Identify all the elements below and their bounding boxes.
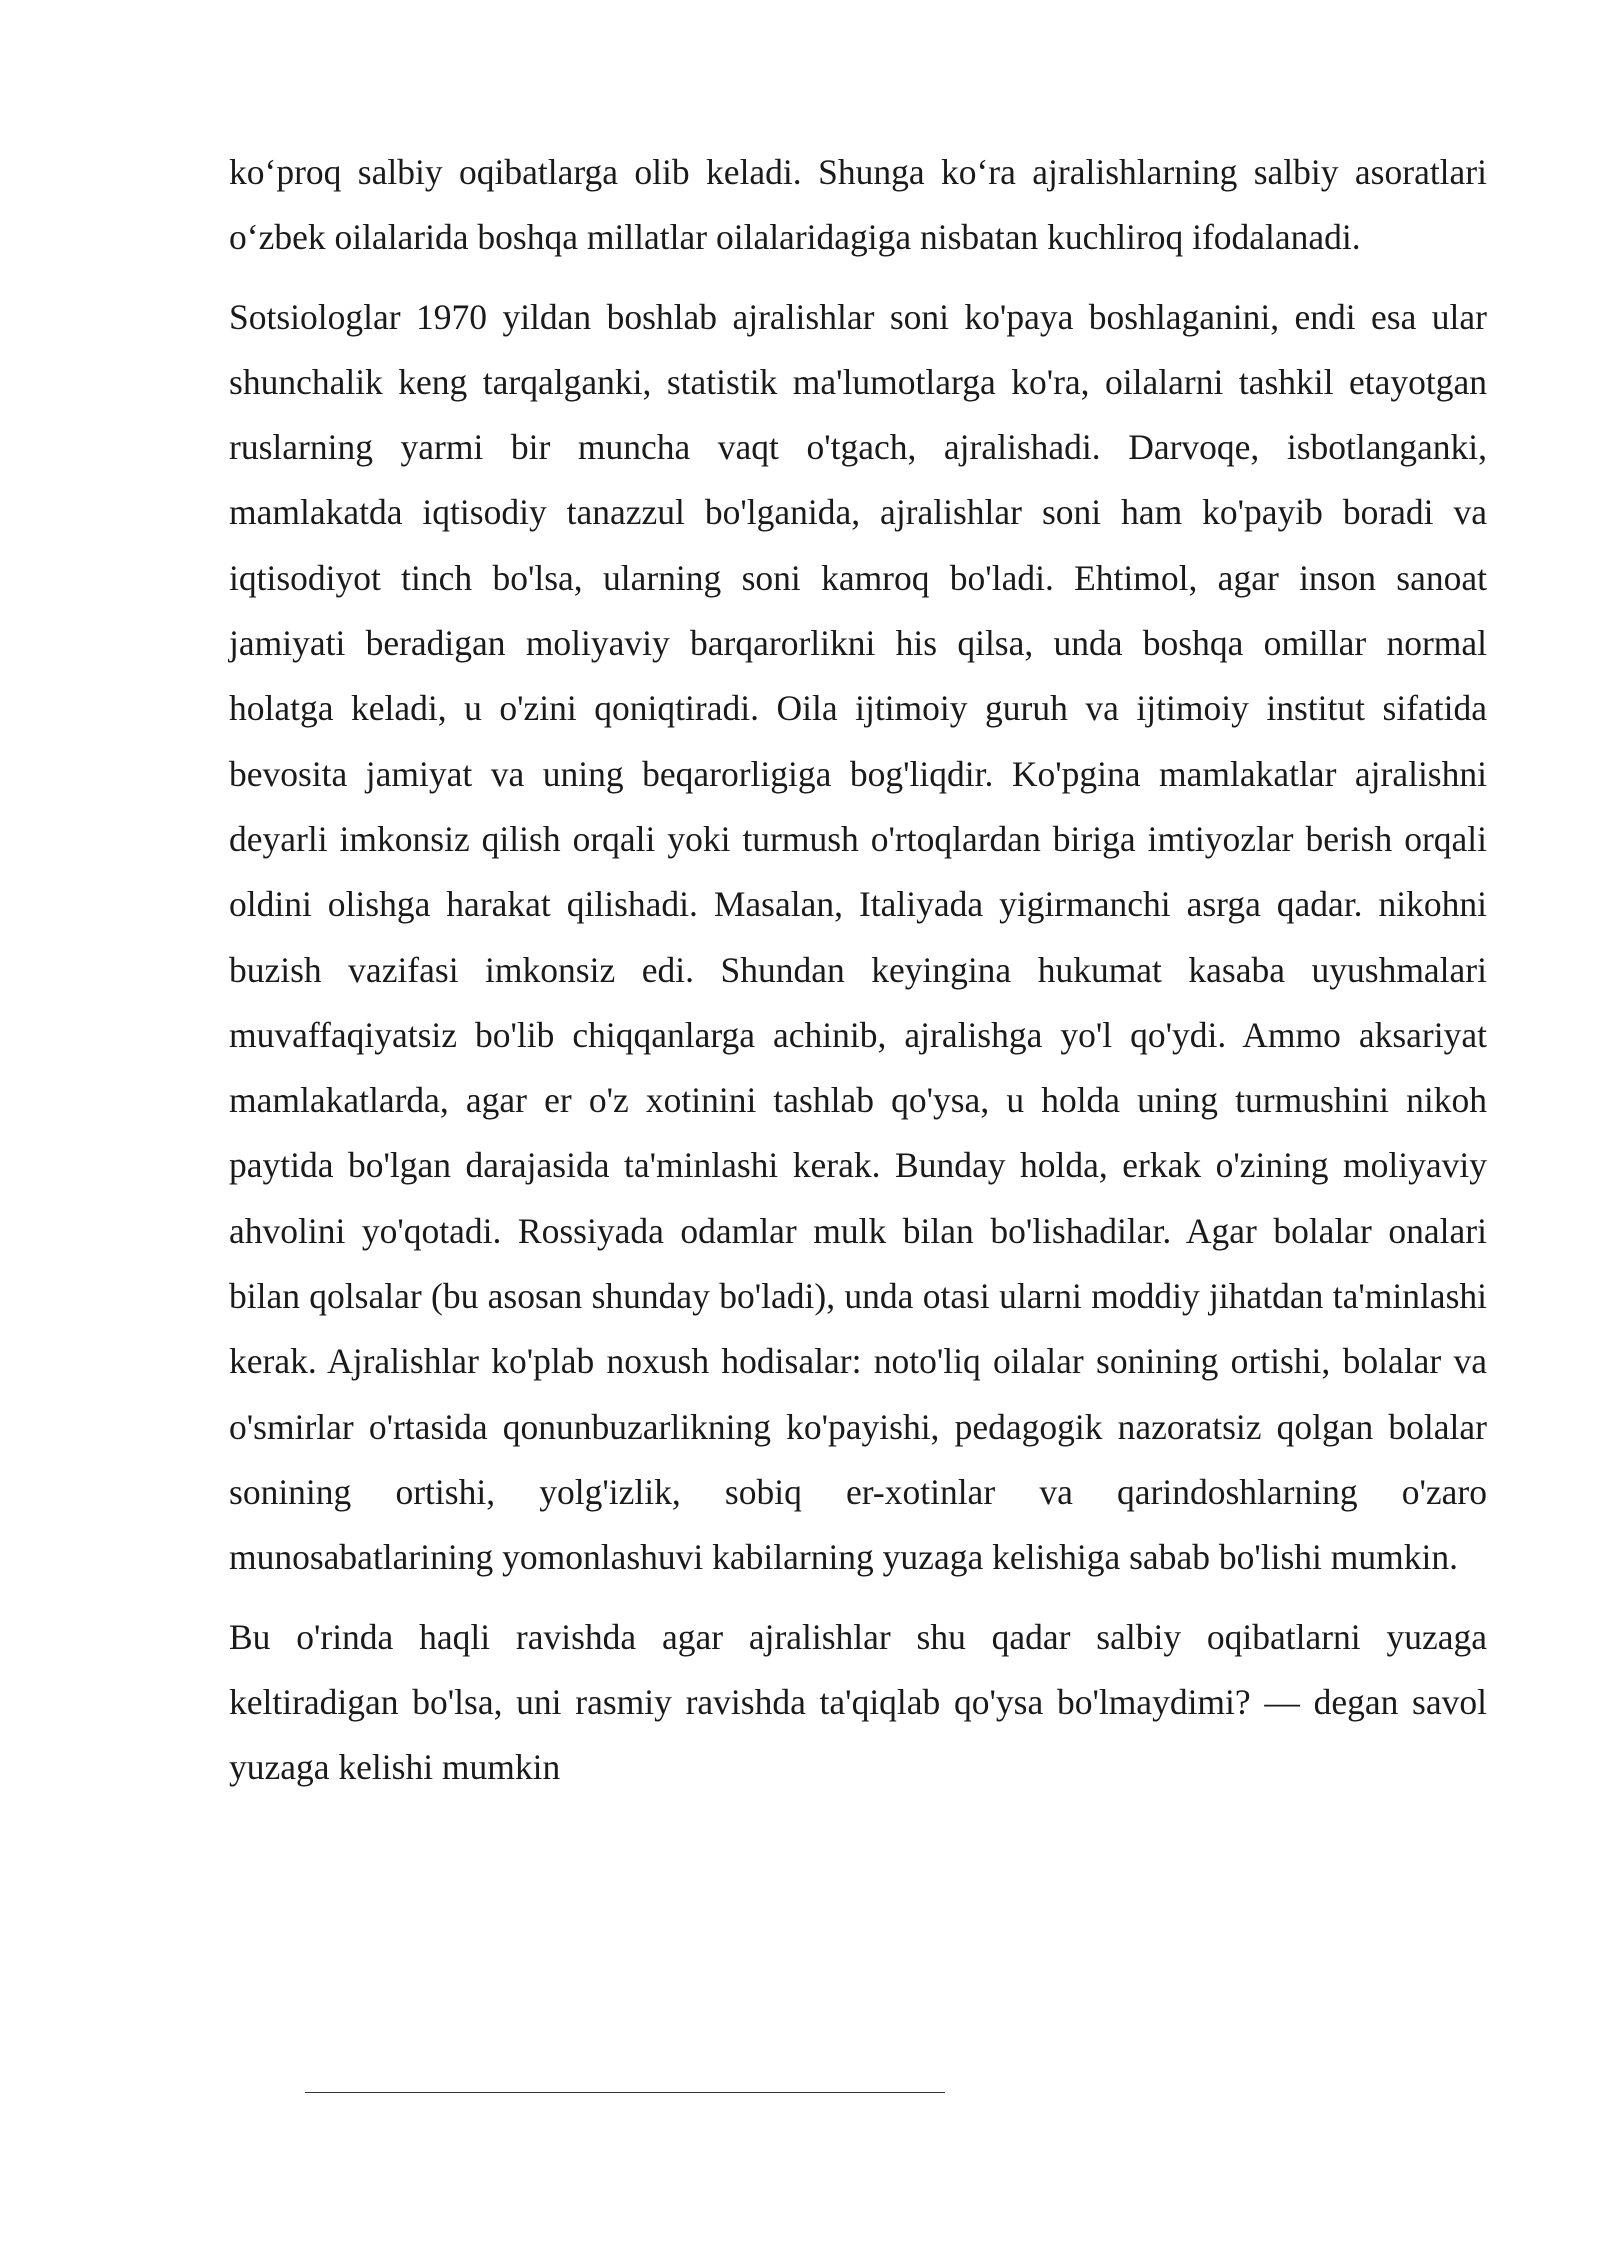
paragraph-1: ko‘proq salbiy oqibatlarga olib keladi. Shunga ko‘ra ajralishlarning salbiy asoratlari o‘zbek oilalarida boshqa millatlar oilalaridagiga nisbatan kuchliroq ifodalanadi. — [229, 152, 1487, 258]
footnote-separator-line — [305, 2092, 945, 2093]
document-body — [229, 140, 1487, 1814]
paragraph-3: Bu o'rinda haqli ravishda agar ajralishlar shu qadar salbiy oqibatlarni yuzaga keltiradigan bo'lsa, uni rasmiy ravishda ta'qiqlab qo'ysa bo'lmaydimi? — degan savol yuzaga kelishi mumkin — [229, 1616, 1487, 1788]
paragraph-2: Sotsiologlar 1970 yildan boshlab ajralishlar soni ko'paya boshlaganini, endi esa ular shunchalik keng tarqalganki, statistik ma'lumotlarga ko'ra, oilalarni tashkil etayotgan ruslarning yarmi bir muncha vaqt o'tgach, ajralishadi. Darvoqe, isbotlanganki, mamlakatda iqtisodiy tanazzul bo'lganida, ajralishlar soni ham ko'payib boradi va iqtisodiyot tinch bo'lsa, ularning soni kamroq bo'ladi. Ehtimol, agar inson sanoat jamiyati beradigan moliyaviy barqarorlikni his qilsa, unda boshqa omillar normal holatga keladi, u o'zini qoniqtiradi. Oila ijtimoiy guruh va ijtimoiy institut sifatida bevosita jamiyat va uning beqarorligiga bog'liqdir. Ko'pgina mamlakatlar ajralishni deyarli imkonsiz qilish orqali yoki turmush o'rtoqlardan biriga imtiyozlar berish orqali oldini olishga harakat qilishadi. Masalan, Italiyada yigirmanchi asrga qadar. nikohni buzish vazifasi imkonsiz edi. Shundan keyingina hukumat kasaba uyushmalari muvaffaqiyatsiz bo'lib chiqqanlarga achinib, ajralishga yo'l qo'ydi. Ammo aksariyat mamlakatlarda, agar er o'z xotinini tashlab qo'ysa, u holda uning turmushini nikoh paytida bo'lgan darajasida ta'minlashi kerak. Bunday holda, erkak o'zining moliyaviy ahvolini yo'qotadi. Rossiyada odamlar mulk bilan bo'lishadilar. Agar bolalar onalari bilan qolsalar (bu asosan shunday bo'ladi), unda otasi ularni moddiy jihatdan ta'minlashi kerak. Ajralishlar ko'plab noxush hodisalar: noto'liq oilalar sonining ortishi, bolalar va o'smirlar o'rtasida qonunbuzarlikning ko'payishi, pedagogik nazoratsiz qolgan bolalar sonining ortishi, yolg'izlik, sobiq er-xotinlar va qarindoshlarning o'zaro munosabatlarining yomonlashuvi kabilarning yuzaga kelishiga sabab bo'lishi mumkin. — [229, 296, 1487, 1578]
